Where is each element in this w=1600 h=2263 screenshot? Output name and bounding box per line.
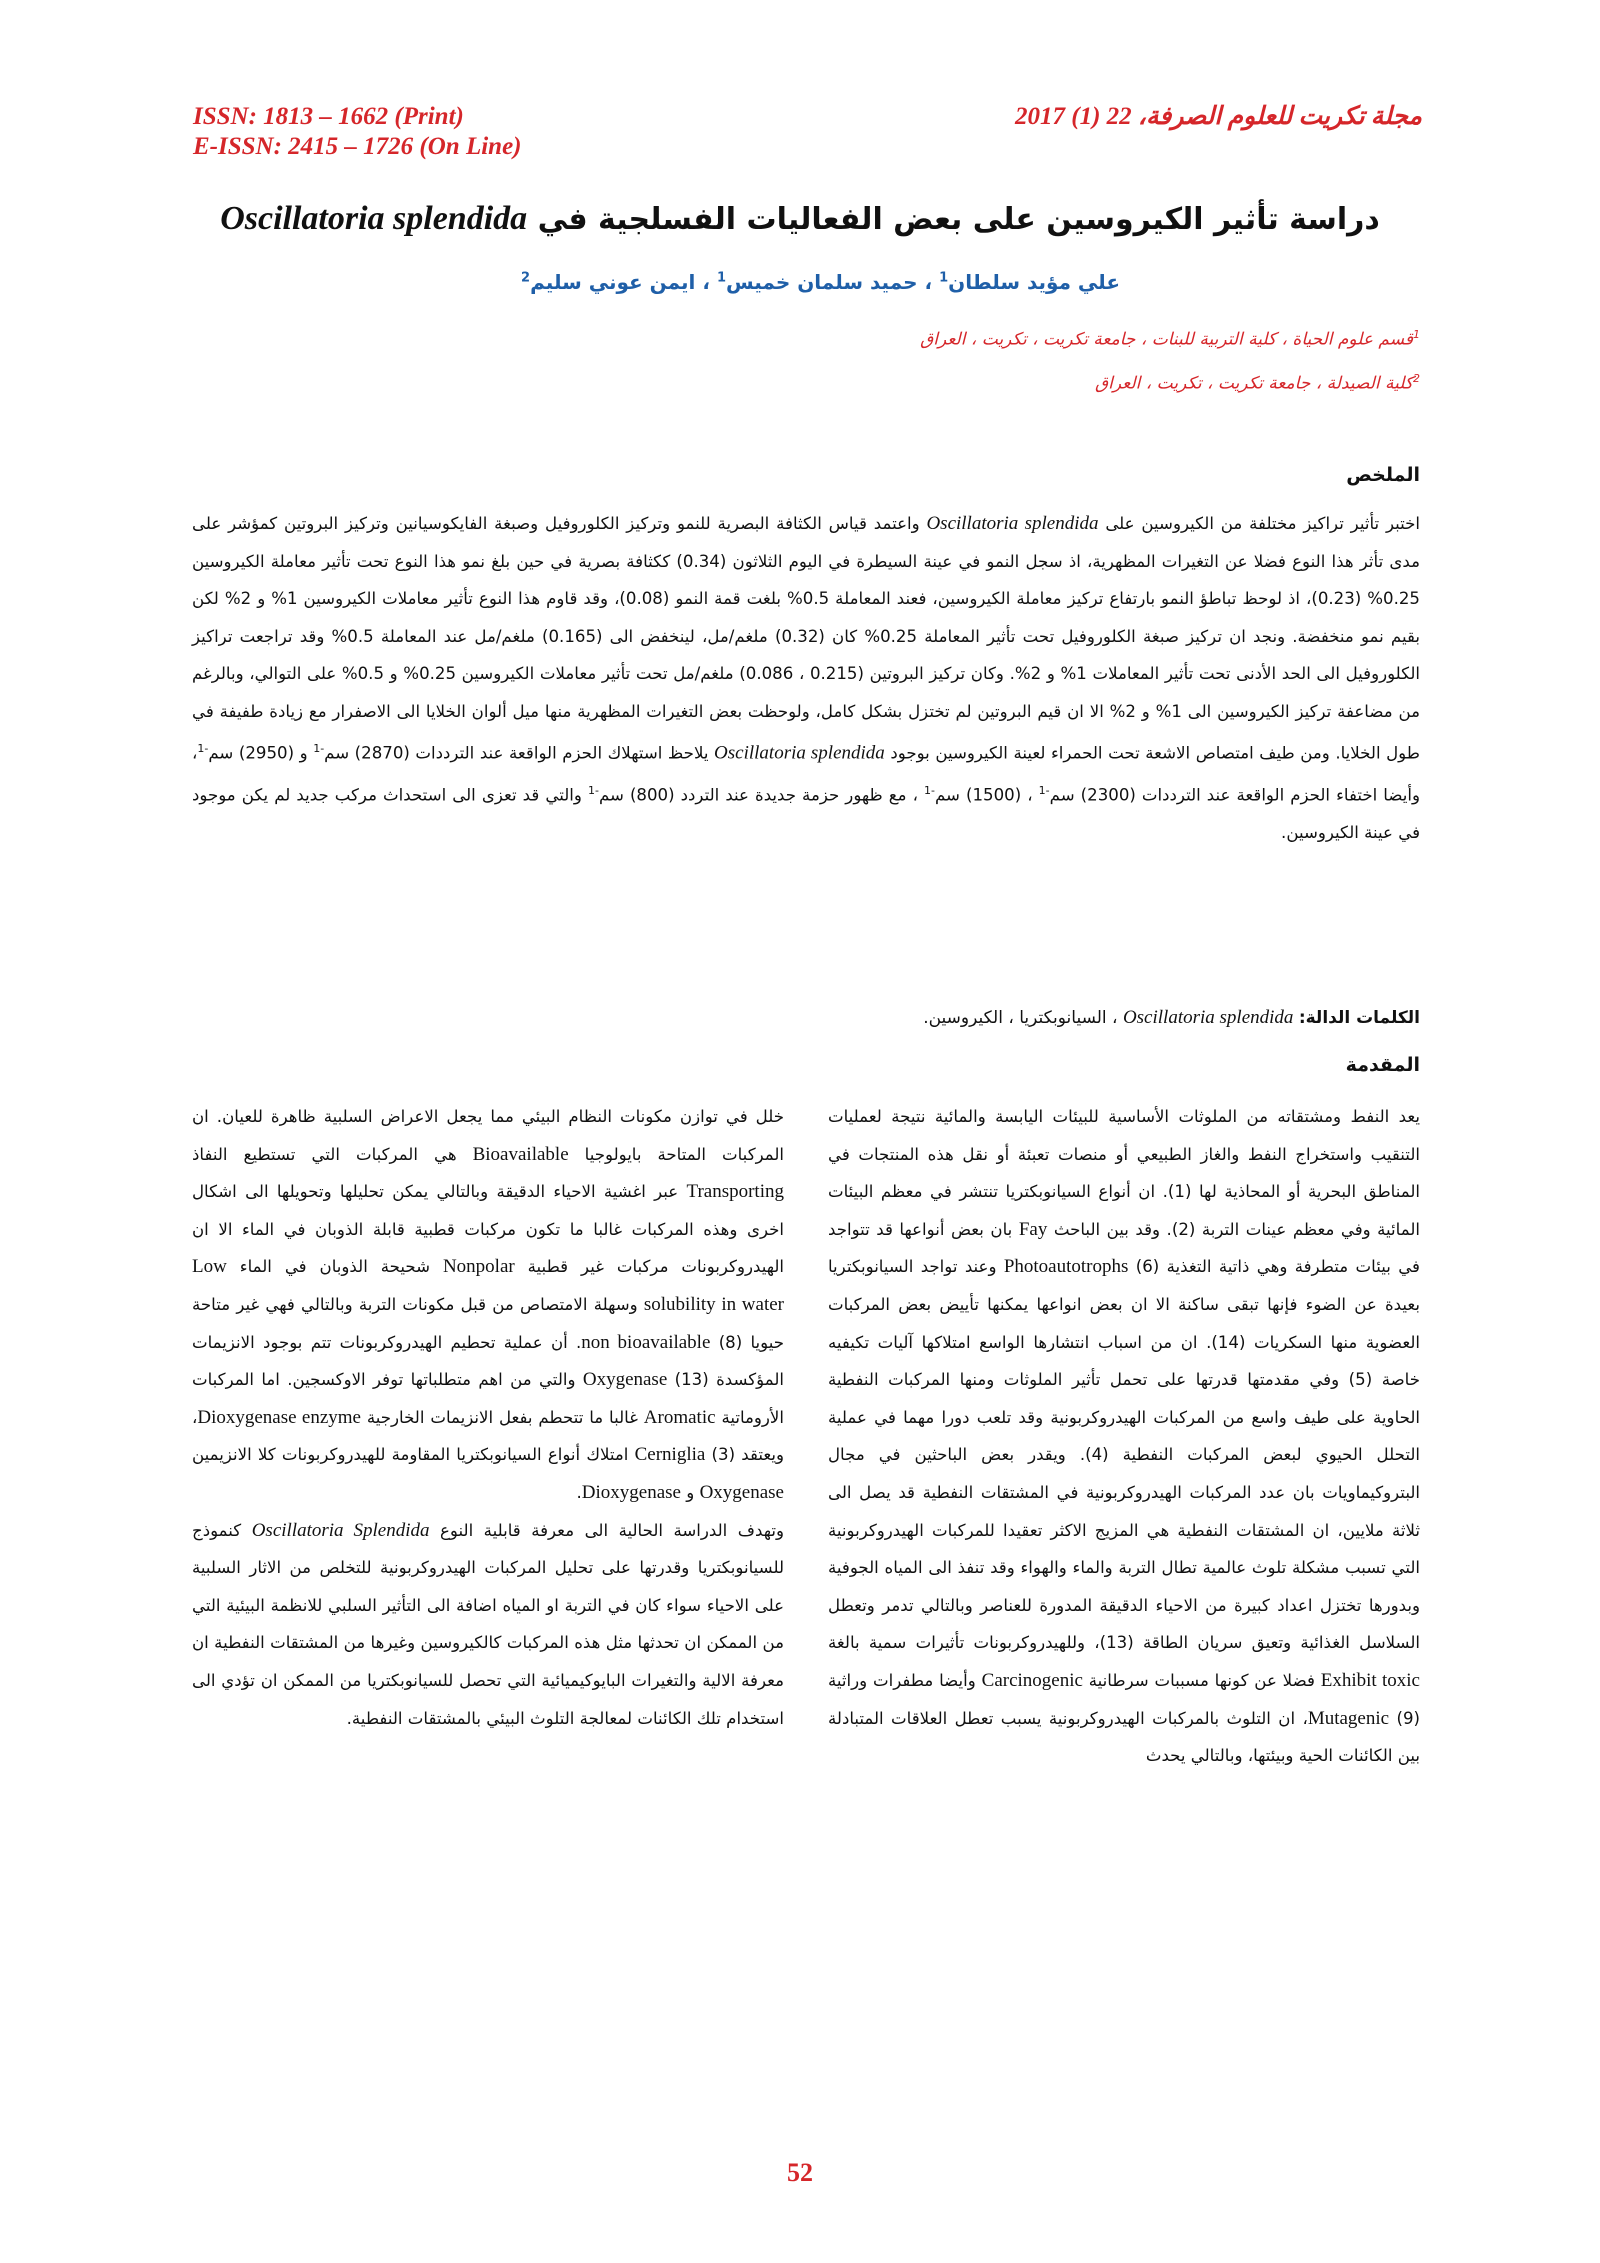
- authors-line: [521, 270, 1120, 294]
- body-text: (9)، ان التلوث بالمركبات الهيدروكربونية يسبب تعطل العلاقات المتبادلة بين الكائنات الحية وبيئتها، وبالتالي يحدث: [828, 1708, 1420, 1766]
- body-text: ، ويعتقد: [192, 1407, 784, 1465]
- english-term: Cerniglia: [634, 1444, 706, 1466]
- keywords-line: [923, 1007, 1420, 1029]
- species-name: Oscillatoria Splendida: [251, 1519, 430, 1541]
- keywords-label: الكلمات الدالة:: [1298, 1008, 1420, 1028]
- body-text: هي المركبات التي تستطيع النفاذ: [192, 1144, 457, 1164]
- english-term: Dioxygenase: [581, 1481, 681, 1503]
- author-3-sup: 2: [521, 270, 531, 286]
- author-1-sup: 1: [939, 270, 949, 286]
- abstract-text: يلاحظ استهلاك الحزم الواقعة عند الترددات (2870) سم: [324, 743, 709, 763]
- body-text: غالبا ما تتحطم بفعل الانزيمات الخارجية: [366, 1407, 638, 1427]
- abstract-species: Oscillatoria splendida: [926, 513, 1099, 534]
- abstract-heading: الملخص: [1346, 464, 1420, 486]
- english-term: Carcinogenic: [981, 1669, 1083, 1691]
- issn-online: E-ISSN: 2415 – 1726 (On Line): [193, 133, 522, 160]
- english-term: Low solubility in water: [192, 1256, 785, 1315]
- abstract-text: ، وأيضا اختفاء الحزم الواقعة عند الترددات (2300) سم: [192, 743, 1420, 805]
- body-text: وسهلة الامتصاص من قبل مكونات التربة وبالتالي فهي غير متاحة حيويا: [192, 1294, 784, 1352]
- abstract-text: ، مع ظهور حزمة جديدة عند التردد (800) سم: [598, 785, 925, 805]
- journal-citation: مجلة تكريت للعلوم الصرفة، 22 (1) 2017: [1014, 103, 1422, 130]
- author-1: علي مؤيد سلطان: [948, 270, 1120, 294]
- english-term: Exhibit toxic: [1320, 1669, 1420, 1691]
- affiliation-1-text: قسم علوم الحياة ، كلية التربية للبنات ، جامعة تكريت ، تكريت ، العراق: [920, 329, 1413, 350]
- superscript: -1: [197, 742, 209, 755]
- english-term: Transporting: [686, 1181, 784, 1203]
- abstract-text: ، (1500) سم: [935, 785, 1039, 805]
- body-text: (6) وعند تواجد السيانوبكتريا بعيدة عن الضوء فإنها تبقى ساكنة الا ان بعض انواعها يمكنها تأييض بعض المركبات العضوية منها السكريات (14). ان من اسباب انتشارها الواسع امتلاكها آليات تكيفيه خاصة (5) وفي مقدمتها قدرتها على تحمل تأثير الملوثات ومنها المركبات النفطية الحاوية على طيف واسع من المركبات الهيدروكربونية وقد تلعب دورا مهما في عملية التحلل الحيوي لبعض المركبات النفطية (4). ويقدر بعض الباحثين في مجال البتروكيماويات بان عدد المركبات الهيدروكربونية في المشتقات النفطية قد يصل الى ثلاثة ملايين، ان المشتقات النفطية هي المزيج الاكثر تعقيدا للمركبات الهيدروكربونية التي تسبب مشكلة تلوث عالمية تطال التربة والماء والهواء وقد تنفذ الى المياه الجوفية وبدورها تختزل اعداد كبيرة من الاحياء الدقيقة المدورة للعناصر وبالتالي تدمر وتعطل السلاسل الغذائية وتعيق سريان الطاقة (13)، وللهيدروكربونات تأثيرات سمية بالغة: [828, 1257, 1420, 1653]
- body-text: وتهدف الدراسة الحالية الى معرفة قابلية النوع: [440, 1520, 784, 1540]
- body-text: شحيحة الذوبان في الماء: [239, 1257, 430, 1277]
- body-text: (3) امتلاك أنواع السيانوبكتريا المقاومة للهيدروكربونات كلا الانزيمين: [192, 1445, 736, 1465]
- english-term: Oxygenase: [699, 1481, 784, 1503]
- english-term: Dioxygenase enzyme: [197, 1406, 361, 1428]
- paragraph: [192, 1512, 784, 1738]
- english-term: Photoautotrophs: [1003, 1256, 1129, 1278]
- author-2: حميد سلمان خميس: [726, 270, 918, 294]
- title-species: Oscillatoria splendida: [220, 200, 528, 237]
- affiliation-2-sup: 2: [1413, 372, 1420, 385]
- body-text: خلل في توازن مكونات النظام البيئي مما يجعل الاعراض السلبية ظاهرة للعيان. ان المركبات المتاحة بايولوجيا: [192, 1107, 785, 1164]
- article-title: [150, 200, 1450, 238]
- body-text: (8). أن عملية تحطيم الهيدروكربونات تتم بوجود الانزيمات المؤكسدة: [192, 1332, 785, 1390]
- body-text: عبر اغشية الاحياء الدقيقة وبالتالي يمكن تحليلها وتحويلها الى اشكال اخرى وهذه المركبات غالبا ما تكون مركبات قطبية قابلة الذوبان في الماء الا ان الهيدروكربونات مركبات غير قطبية: [192, 1182, 785, 1277]
- english-term: Mutagenic: [1307, 1707, 1390, 1729]
- intro-heading: المقدمة: [1345, 1054, 1420, 1076]
- author-separator: ،: [917, 270, 940, 294]
- english-term: Aromatic: [643, 1406, 716, 1428]
- english-term: Nonpolar: [442, 1256, 515, 1278]
- abstract-species: Oscillatoria splendida: [714, 742, 885, 764]
- author-2-sup: 1: [716, 270, 726, 286]
- english-term: Bioavailable: [472, 1143, 569, 1165]
- superscript: -1: [587, 784, 599, 798]
- paragraph: [192, 1098, 784, 1512]
- affiliation-1: [920, 328, 1420, 350]
- intro-column-left: [192, 1098, 784, 1737]
- abstract-text: واعتمد قياس الكثافة البصرية للنمو وتركيز الكلوروفيل وصبغة الفايكوسيانين وتركيز البروتين كمؤشر على مدى تأثر هذا النوع فضلا عن التغيرات المظهرية، اذ سجل النمو في عينة السيطرة في اليوم الثلاثون (0.34) ككثافة بصرية في حين بلغ نمو هذا النوع تحت تأثير معاملة الكيروسين 0.25% (0.23)، اذ لوحظ تباطؤ النمو بارتفاع تركيز معاملة الكيروسين، فعند المعاملة 0.5% بلغت قمة النمو (0.08)، وقد قاوم هذا النوع تأثير معاملات الكيروسين 1% و 2% لكن بقيم نمو منخفضة. ونجد ان تركيز صبغة الكلوروفيل تحت تأثير المعاملة 0.25% كان (0.32) ملغم/مل، لينخفض الى (0.165) ملغم/مل عند المعاملة 0.5% وقد تراجعت تراكيز الكلوروفيل الى الحد الأدنى تحت تأثير المعاملات 1% و 2%. وكان تركيز البروتين (0.215 ، 0.086) ملغم/مل تحت تأثير معاملات الكيروسين 0.25% و 0.5% على التوالي، وبالرغم من مضاعفة تركيز الكيروسين الى 1% و 2% الا ان قيم البروتين لم تختزل بشكل كامل، ولوحظت بعض التغيرات المظهرية منها ميل ألوان الخلايا الى الاصفرار مع زيادة طفيفة في طول الخلايا. ومن طيف امتصاص الاشعة تحت الحمراء لعينة الكيروسين بوجود: [192, 514, 1420, 763]
- affiliation-2-text: كلية الصيدلة ، جامعة تكريت ، تكريت ، العراق: [1094, 373, 1413, 394]
- body-text: (13) والتي من اهم متطلباتها توفر الاوكسجين. اما المركبات الأروماتية: [192, 1370, 785, 1427]
- body-text: بان بعض أنواعها قد تتواجد في بيئات متطرفة وهي ذاتية التغذية: [828, 1219, 1420, 1277]
- abstract-body: [192, 505, 1420, 852]
- body-text: كنموذج للسيانوبكتريا وقدرتها على تحليل المركبات الهيدروكربونية للتخلص من الاثار السلبية على الاحياء سواء كان في التربة او المياه اضافة الى التأثير السلبي للانظمة البيئية التي من الممكن ان تحدثها مثل هذه المركبات كالكيروسين وغيرها من المشتقات النفطية ان معرفة الالية والتغيرات البايوكيميائية التي تحصل للسيانوبكتريا من الممكن ان تؤدي الى استخدام تلك الكائنات لمعالجة التلوث البيئي بالمشتقات النفطية.: [192, 1520, 784, 1728]
- title-arabic: دراسة تأثير الكيروسين على بعض الفعاليات الفسلجية في: [537, 202, 1380, 237]
- issn-print: ISSN: 1813 – 1662 (Print): [193, 103, 464, 130]
- issn-block: [193, 102, 522, 162]
- keywords-rest: ، السيانوبكتريا ، الكيروسين.: [923, 1008, 1123, 1028]
- abstract-text: و (2950) سم: [208, 743, 314, 763]
- body-text: و: [686, 1482, 695, 1502]
- page-number: 52: [787, 2158, 813, 2187]
- body-text: يعد النفط ومشتقاته من الملوثات الأساسية للبيئات اليابسة والمائية نتيجة لعمليات التنقيب واستخراج النفط والغاز الطبيعي أو منصات تعبئة أو نقل هذه المنتجات في المناطق البحرية أو المحاذية لها (1). ان أنواع السيانوبكتريا تنتشر في معظم البيئات المائية وفي معظم عينات التربة (2). وقد بين الباحث: [828, 1107, 1420, 1239]
- body-text: وأيضا مطفرات وراثية: [828, 1670, 976, 1690]
- english-term: non bioavailable: [581, 1331, 711, 1353]
- affiliation-2: [1095, 372, 1420, 394]
- abstract-text: والتي قد تعزى الى استحداث مركب جديد لم يكن موجود في عينة الكيروسين.: [192, 785, 1420, 843]
- author-3: ايمن عوني سليم: [530, 270, 696, 294]
- superscript: -1: [1038, 784, 1050, 798]
- affiliation-1-sup: 1: [1413, 328, 1420, 341]
- keywords-species: Oscillatoria splendida: [1122, 1007, 1294, 1028]
- english-term: Fay: [1018, 1218, 1048, 1240]
- superscript: -1: [924, 784, 935, 798]
- body-text: فضلا عن كونها مسببات سرطانية: [1088, 1670, 1315, 1690]
- author-separator: ،: [695, 270, 717, 294]
- intro-column-right: [828, 1098, 1420, 1775]
- abstract-text: اختبر تأثير تراكيز مختلفة من الكيروسين على: [1105, 514, 1420, 533]
- superscript: -1: [313, 742, 325, 755]
- paragraph: [828, 1098, 1420, 1775]
- english-term: Oxygenase: [582, 1369, 668, 1391]
- body-text: .: [576, 1482, 582, 1502]
